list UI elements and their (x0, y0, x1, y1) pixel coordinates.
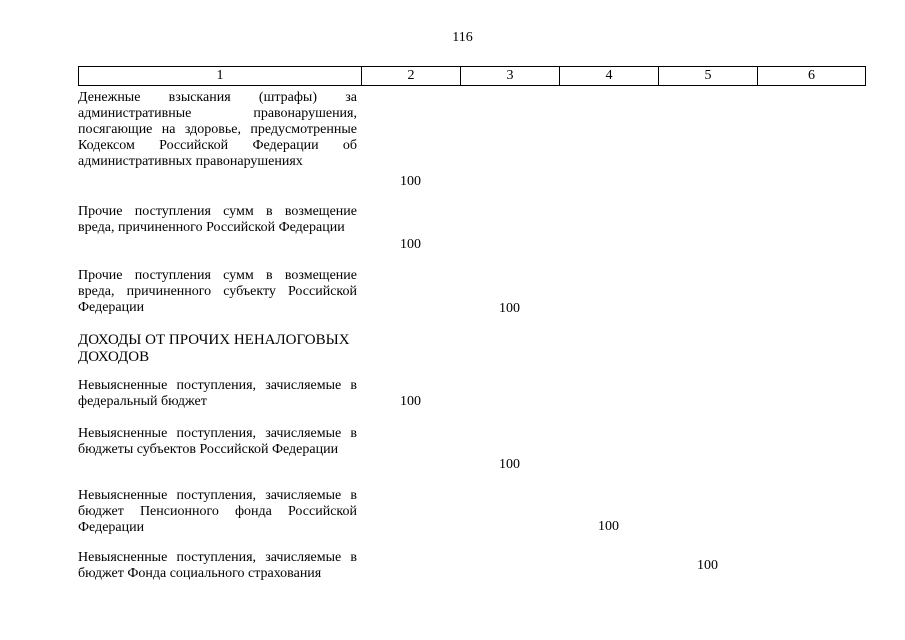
row-value: 100 (598, 519, 619, 534)
column-header-4: 4 (560, 67, 659, 85)
row-label: Невыясненные поступления, зачисляемые в бюджеты субъектов Российской Федерации (78, 426, 357, 457)
row-label: Прочие поступления сумм в возмещение вреда, причиненного Российской Федерации (78, 204, 357, 235)
table-row (78, 426, 864, 488)
row-value: 100 (499, 457, 520, 472)
page-number: 116 (452, 30, 473, 45)
column-header-1: 1 (79, 67, 362, 85)
row-label: Невыясненные поступления, зачисляемые в бюджет Фонда социального страхования (78, 550, 357, 581)
row-label: Прочие поступления сумм в возмещение вреда, причиненного субъекту Российской Федерации (78, 268, 357, 315)
row-label: Невыясненные поступления, зачисляемые в федеральный бюджет (78, 378, 357, 409)
column-header-6: 6 (808, 68, 815, 83)
row-label: Невыясненные поступления, зачисляемые в бюджет Пенсионного фонда Российской Федерации (78, 488, 357, 535)
table-row (78, 332, 864, 378)
column-header-2: 2 (362, 67, 461, 85)
section-heading: ДОХОДЫ ОТ ПРОЧИХ НЕНАЛОГОВЫХ ДОХОДОВ (78, 332, 350, 365)
table-row (78, 550, 864, 600)
table-row (78, 268, 864, 332)
row-value: 100 (499, 301, 520, 316)
column-header-3: 3 (461, 67, 560, 85)
table-header-row (78, 66, 866, 86)
table-row (78, 90, 864, 204)
table-body (78, 90, 864, 600)
row-value: 100 (400, 394, 421, 409)
column-header-5: 5 (659, 67, 758, 85)
row-label: Денежные взыскания (штрафы) за административные правонарушения, посягающие на здоровье, предусмотренные Кодексом Российской Федерации об административных правонарушениях (78, 90, 357, 169)
table-row (78, 378, 864, 426)
row-value: 100 (697, 558, 718, 573)
table-row (78, 204, 864, 268)
row-value: 100 (400, 237, 421, 252)
table-row (78, 488, 864, 550)
row-value: 100 (400, 174, 421, 189)
